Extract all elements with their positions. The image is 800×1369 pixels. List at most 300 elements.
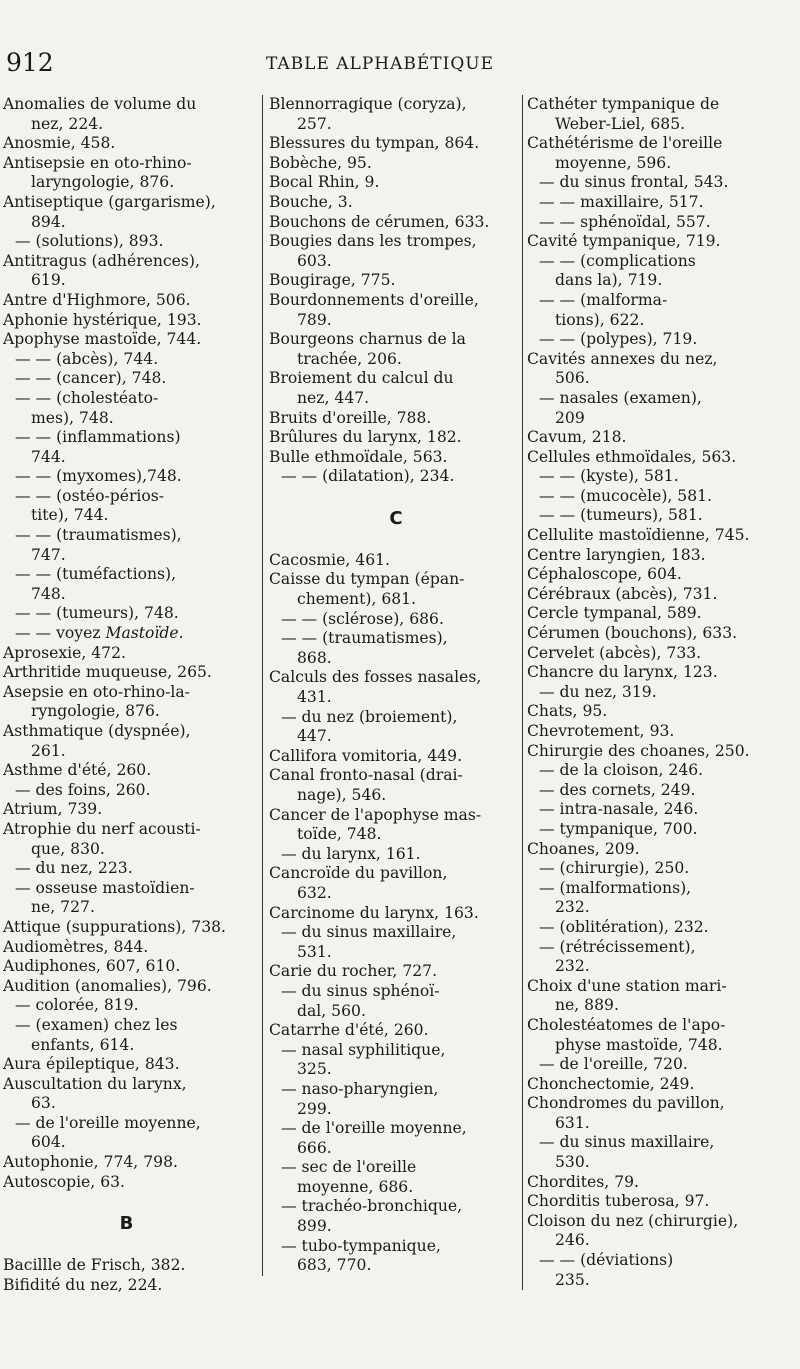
index-entry: [527, 644, 800, 664]
index-subentry: [3, 1114, 250, 1153]
index-subentry: [269, 1119, 523, 1158]
index-subentry: [527, 683, 800, 703]
entry-line: — — (myxomes),748.: [15, 467, 182, 486]
index-subentry: [269, 923, 523, 962]
entry-line: Caisse du tympan (épan-: [269, 570, 465, 589]
entry-line: — — (cancer), 748.: [15, 369, 167, 388]
index-subentry: [269, 982, 523, 1021]
index-entry: [527, 585, 800, 605]
entry-line: que, 830.: [31, 839, 105, 858]
entry-line: Calculs des fosses nasales,: [269, 668, 482, 687]
entry-line: — colorée, 819.: [15, 996, 139, 1015]
entry-line: Anomalies de volume du: [3, 95, 197, 113]
index-subentry: [269, 1041, 523, 1080]
entry-line: 530.: [555, 1153, 590, 1172]
entry-line: 506.: [555, 369, 590, 388]
entry-line: Antiseptique (gargarisme),: [3, 192, 216, 211]
entry-line: — — (tumeurs), 748.: [15, 604, 179, 623]
entry-line: dans la), 719.: [555, 271, 663, 290]
entry-line: Cloison du nez (chirurgie),: [527, 1211, 739, 1230]
entry-line: — du larynx, 161.: [281, 844, 421, 863]
entry-line: 299.: [297, 1099, 332, 1118]
entry-line: Cancroïde du pavillon,: [269, 864, 448, 883]
index-subentry: [527, 252, 800, 291]
entry-line: — — (ostéo-périos-: [15, 486, 165, 505]
entry-line: Bourdonnements d'oreille,: [269, 290, 479, 309]
entry-line: Chevrotement, 93.: [527, 722, 675, 740]
entry-line: — — (mucocèle), 581.: [539, 486, 713, 505]
index-entry: [3, 1075, 250, 1114]
index-entry: [269, 134, 523, 154]
entry-line: — — (malforma-: [539, 290, 668, 309]
entry-line: Chats, 95.: [527, 702, 608, 721]
index-entry: [527, 232, 800, 252]
entry-line: Bougies dans les trompes,: [269, 232, 477, 251]
entry-line: — — (complications: [539, 251, 696, 270]
entry-line: Cérumen (bouchons), 633.: [527, 624, 738, 643]
entry-line: — de l'oreille moyenne,: [15, 1113, 201, 1132]
entry-line: 447.: [297, 727, 332, 746]
index-subentry: [527, 389, 800, 428]
entry-line: trachée, 206.: [297, 349, 402, 368]
index-entry: [527, 546, 800, 566]
entry-line: — — (cholestéato-: [15, 388, 159, 407]
index-subentry: [3, 428, 250, 467]
index-subentry: [269, 1197, 523, 1236]
entry-line: Asthmatique (dyspnée),: [3, 722, 191, 740]
entry-line: 747.: [31, 545, 66, 564]
entry-line: — — (sclérose), 686.: [281, 609, 444, 628]
entry-line: 604.: [31, 1133, 66, 1152]
index-entry: [269, 766, 523, 805]
entry-line: 235.: [555, 1270, 590, 1289]
index-entry: [3, 1256, 250, 1276]
entry-line: 899.: [297, 1217, 332, 1236]
entry-line: 666.: [297, 1138, 332, 1157]
entry-line: — — (tumeurs), 581.: [539, 506, 703, 525]
index-entry: [3, 330, 250, 350]
entry-line: 632.: [297, 883, 332, 902]
entry-line: 619.: [31, 271, 66, 290]
index-subentry: [3, 350, 250, 370]
index-entry: [269, 154, 523, 174]
entry-line: Audition (anomalies), 796.: [3, 976, 212, 995]
entry-line: nez, 447.: [297, 388, 370, 407]
entry-line: — du sinus sphénoï-: [281, 981, 440, 1000]
index-subentry: [527, 291, 800, 330]
index-entry: [3, 1173, 250, 1193]
index-entry: [269, 1021, 523, 1041]
index-entry: [3, 252, 250, 291]
entry-line: Bouchons de cérumen, 633.: [269, 212, 490, 231]
index-entry: [3, 134, 250, 154]
section-letter: B: [119, 1213, 134, 1235]
index-entry: [3, 683, 250, 722]
index-entry: [269, 271, 523, 291]
index-entry: [3, 722, 250, 761]
entry-line: Bacillle de Frisch, 382.: [3, 1256, 186, 1275]
entry-line: physe mastoïde, 748.: [555, 1035, 723, 1054]
entry-line: ne, 889.: [555, 996, 619, 1015]
entry-line: — (rétrécissement),: [539, 937, 696, 956]
index-entry: [269, 232, 523, 271]
entry-line: Cavité tympanique, 719.: [527, 232, 721, 251]
index-subentry: [527, 1055, 800, 1075]
entry-line: — — voyez Mastoïde.: [15, 624, 184, 643]
entry-line: Bobèche, 95.: [269, 153, 372, 172]
index-subentry: [269, 610, 523, 630]
entry-line: — de la cloison, 246.: [539, 761, 704, 780]
index-entry: [3, 957, 250, 977]
entry-line: Weber-Liel, 685.: [555, 114, 686, 133]
entry-line: Apophyse mastoïde, 744.: [3, 330, 202, 349]
index-subentry: [527, 859, 800, 879]
entry-line: ryngologie, 876.: [31, 702, 160, 721]
index-entry: [3, 800, 250, 820]
index-entry: [269, 213, 523, 233]
index-entry: [527, 428, 800, 448]
entry-line: Bocal Rhin, 9.: [269, 173, 380, 192]
entry-line: Chorditis tuberosa, 97.: [527, 1192, 710, 1211]
index-subentry: [269, 845, 523, 865]
index-column-2: [262, 95, 523, 1276]
index-entry: [3, 644, 250, 664]
index-entry: [527, 1016, 800, 1055]
index-entry: [3, 291, 250, 311]
entry-line: Atrium, 739.: [3, 800, 103, 819]
index-entry: [269, 962, 523, 982]
entry-line: Cervelet (abcès), 733.: [527, 643, 702, 662]
entry-line: 683, 770.: [297, 1256, 372, 1275]
running-title: TABLE ALPHABÉTIQUE: [265, 54, 495, 74]
index-subentry: [3, 624, 250, 644]
entry-line: — (oblitération), 232.: [539, 917, 709, 936]
entry-line: Chordites, 79.: [527, 1172, 639, 1191]
entry-line: 894.: [31, 212, 66, 231]
entry-line: Anosmie, 458.: [3, 134, 116, 153]
entry-line: Carcinome du larynx, 163.: [269, 903, 479, 922]
entry-line: Choanes, 209.: [527, 839, 640, 858]
entry-line: Cancer de l'apophyse mas-: [269, 805, 482, 824]
entry-line: Cérébraux (abcès), 731.: [527, 584, 718, 603]
index-subentry: [3, 467, 250, 487]
entry-line: Cellules ethmoïdales, 563.: [527, 447, 737, 466]
index-entry: [527, 1173, 800, 1193]
entry-line: — — (abcès), 744.: [15, 349, 159, 368]
entry-line: dal, 560.: [297, 1001, 366, 1020]
index-entry: [269, 409, 523, 429]
entry-line: — (chirurgie), 250.: [539, 859, 690, 878]
index-entry: [269, 570, 523, 609]
entry-line: Cathétérisme de l'oreille: [527, 134, 723, 153]
entry-line: Aura épileptique, 843.: [3, 1055, 180, 1074]
index-subentry: [527, 918, 800, 938]
index-entry: [527, 977, 800, 1016]
entry-line: ne, 727.: [31, 898, 95, 917]
entry-line: 257.: [297, 114, 332, 133]
index-entry: [269, 330, 523, 369]
entry-line: Antre d'Highmore, 506.: [3, 290, 191, 309]
entry-line: — — maxillaire, 517.: [539, 192, 704, 211]
page-number: 912: [6, 48, 54, 77]
index-entry: [269, 551, 523, 571]
index-subentry: [269, 1080, 523, 1119]
index-entry: [527, 350, 800, 389]
entry-line: Cathéter tympanique de: [527, 95, 720, 113]
index-entry: [3, 938, 250, 958]
entry-line: — nasales (examen),: [539, 388, 702, 407]
index-entry: [3, 311, 250, 331]
entry-line: Cavités annexes du nez,: [527, 349, 718, 368]
entry-line: 631.: [555, 1113, 590, 1132]
index-subentry: [3, 1016, 250, 1055]
entry-line: — des cornets, 249.: [539, 780, 696, 799]
index-subentry: [3, 879, 250, 918]
index-entry: [3, 95, 250, 134]
entry-line: Chancre du larynx, 123.: [527, 663, 718, 682]
entry-line: 246.: [555, 1231, 590, 1250]
entry-line: — — (traumatismes),: [281, 629, 448, 648]
index-entry: [3, 918, 250, 938]
entry-line: Céphaloscope, 604.: [527, 565, 682, 584]
entry-line: — du nez, 223.: [15, 859, 133, 878]
index-subentry: [3, 487, 250, 526]
index-subentry: [527, 781, 800, 801]
index-subentry: [527, 467, 800, 487]
entry-line: Arthritide muqueuse, 265.: [3, 663, 212, 682]
entry-line: nage), 546.: [297, 786, 387, 804]
entry-line: Choix d'une station mari-: [527, 976, 727, 995]
entry-line: Blessures du tympan, 864.: [269, 134, 480, 153]
entry-line: Cholestéatomes de l'apo-: [527, 1015, 726, 1034]
index-entry: [269, 448, 523, 468]
index-subentry: [527, 213, 800, 233]
entry-line: Brûlures du larynx, 182.: [269, 428, 462, 447]
entry-line: Audiomètres, 844.: [3, 937, 149, 956]
index-entry: [3, 193, 250, 232]
entry-line: tions), 622.: [555, 310, 645, 329]
entry-line: — des foins, 260.: [15, 780, 151, 799]
index-entry: [527, 604, 800, 624]
index-column-1: [3, 95, 250, 1295]
entry-line: — tubo-tympanique,: [281, 1236, 441, 1255]
entry-line: Aphonie hystérique, 193.: [3, 310, 202, 329]
index-entry: [269, 173, 523, 193]
entry-line: — — (polypes), 719.: [539, 330, 698, 349]
entry-line: Bourgeons charnus de la: [269, 330, 466, 349]
index-subentry: [269, 1158, 523, 1197]
entry-line: Autophonie, 774, 798.: [3, 1153, 178, 1172]
index-entry: [3, 154, 250, 193]
index-subentry: [527, 820, 800, 840]
index-entry: [3, 761, 250, 781]
entry-line: 603.: [297, 251, 332, 270]
entry-line: Centre laryngien, 183.: [527, 545, 706, 564]
entry-line: — de l'oreille moyenne,: [281, 1119, 467, 1138]
entry-line: Atrophie du nerf acousti-: [3, 819, 201, 838]
index-subentry: [3, 996, 250, 1016]
entry-line: — nasal syphilitique,: [281, 1040, 446, 1059]
entry-line: Broiement du calcul du: [269, 369, 454, 388]
entry-line: 744.: [31, 447, 66, 466]
index-entry: [269, 291, 523, 330]
entry-line: Blennorragique (coryza),: [269, 95, 467, 113]
entry-line: — (examen) chez les: [15, 1015, 178, 1034]
entry-line: Audiphones, 607, 610.: [3, 957, 181, 976]
entry-line: — — (déviations): [539, 1251, 674, 1270]
entry-line: 63.: [31, 1094, 56, 1113]
entry-line: Callifora vomitoria, 449.: [269, 746, 463, 765]
index-subentry: [527, 193, 800, 213]
entry-line: Auscultation du larynx,: [3, 1074, 187, 1093]
index-subentry: [527, 938, 800, 977]
page-header: [0, 48, 800, 88]
index-entry: [3, 820, 250, 859]
index-entry: [269, 806, 523, 845]
entry-line: Antitragus (adhérences),: [3, 251, 200, 270]
entry-line: Cellulite mastoïdienne, 745.: [527, 526, 750, 545]
index-entry: [527, 663, 800, 683]
entry-line: 209: [555, 408, 585, 427]
entry-line: Canal fronto-nasal (drai-: [269, 766, 463, 785]
index-subentry: [3, 526, 250, 565]
entry-line: — (malformations),: [539, 878, 692, 897]
entry-line: moyenne, 596.: [555, 153, 672, 172]
index-entry: [269, 428, 523, 448]
entry-line: Antisepsie en oto-rhino-: [3, 153, 192, 172]
index-entry: [3, 977, 250, 997]
entry-line: Chirurgie des choanes, 250.: [527, 741, 750, 760]
index-subentry: [527, 1133, 800, 1172]
index-entry: [527, 1192, 800, 1212]
index-entry: [527, 1094, 800, 1133]
index-subentry: [527, 506, 800, 526]
entry-line: tite), 744.: [31, 506, 109, 525]
entry-line: 431.: [297, 688, 332, 707]
index-entry: [269, 668, 523, 707]
index-entry: [3, 1055, 250, 1075]
entry-line: — (solutions), 893.: [15, 232, 164, 251]
entry-line: Cavum, 218.: [527, 428, 627, 447]
entry-line: nez, 224.: [31, 114, 104, 133]
entry-line: 531.: [297, 942, 332, 961]
entry-line: — trachéo-bronchique,: [281, 1197, 463, 1216]
index-entry: [527, 1075, 800, 1095]
entry-line: mes), 748.: [31, 408, 114, 427]
index-entry: [269, 864, 523, 903]
entry-line: moyenne, 686.: [297, 1177, 414, 1196]
entry-line: — — (tuméfactions),: [15, 565, 177, 584]
index-subentry: [527, 879, 800, 918]
entry-line: — osseuse mastoïdien-: [15, 878, 195, 897]
entry-line: Aprosexie, 472.: [3, 643, 126, 662]
index-entry: [269, 904, 523, 924]
entry-line: — du sinus maxillaire,: [539, 1133, 715, 1152]
entry-line: — — (dilatation), 234.: [281, 467, 455, 486]
entry-line: Cacosmie, 461.: [269, 550, 390, 569]
entry-line: — du sinus frontal, 543.: [539, 173, 729, 192]
index-entry: [527, 722, 800, 742]
entry-line: Cercle tympanal, 589.: [527, 604, 702, 623]
entry-line: 232.: [555, 957, 590, 976]
entry-line: 789.: [297, 310, 332, 329]
index-entry: [269, 95, 523, 134]
entry-line: — — (inflammations): [15, 428, 181, 447]
index-entry: [527, 95, 800, 134]
entry-line: Asepsie en oto-rhino-la-: [3, 682, 190, 701]
index-subentry: [3, 859, 250, 879]
index-subentry: [3, 369, 250, 389]
index-subentry: [269, 629, 523, 668]
index-subentry: [527, 761, 800, 781]
entry-line: — — (kyste), 581.: [539, 467, 679, 486]
index-subentry: [527, 173, 800, 193]
index-entry: [527, 840, 800, 860]
index-subentry: [3, 232, 250, 252]
section-letter: C: [389, 507, 403, 529]
index-entry: [527, 526, 800, 546]
entry-line: 868.: [297, 648, 332, 667]
index-entry: [269, 193, 523, 213]
index-subentry: [527, 1251, 800, 1290]
index-entry: [527, 1212, 800, 1251]
entry-line: Chonchectomie, 249.: [527, 1074, 695, 1093]
entry-line: Chondromes du pavillon,: [527, 1094, 725, 1113]
entry-line: Bruits d'oreille, 788.: [269, 408, 432, 427]
index-subentry: [527, 800, 800, 820]
entry-line: 232.: [555, 898, 590, 917]
entry-line: — intra-nasale, 246.: [539, 800, 699, 819]
index-entry: [3, 1153, 250, 1173]
entry-line: chement), 681.: [297, 590, 417, 609]
index-entry: [527, 702, 800, 722]
index-subentry: [269, 708, 523, 747]
entry-line: Bulle ethmoïdale, 563.: [269, 447, 448, 466]
entry-line: 748.: [31, 584, 66, 603]
entry-line: enfants, 614.: [31, 1035, 135, 1054]
entry-line: Carie du rocher, 727.: [269, 962, 438, 981]
entry-line: — du sinus maxillaire,: [281, 923, 457, 942]
entry-line: Catarrhe d'été, 260.: [269, 1021, 429, 1040]
index-entry: [3, 663, 250, 683]
entry-line: toïde, 748.: [297, 825, 382, 844]
index-entry: [527, 565, 800, 585]
entry-line: — du nez, 319.: [539, 682, 657, 701]
index-entry: [3, 1276, 250, 1296]
index-subentry: [3, 781, 250, 801]
index-subentry: [3, 389, 250, 428]
entry-line: — tympanique, 700.: [539, 819, 698, 838]
entry-line: — naso-pharyngien,: [281, 1079, 439, 1098]
entry-line: Autoscopie, 63.: [3, 1172, 125, 1191]
index-subentry: [527, 330, 800, 350]
index-subentry: [3, 604, 250, 624]
index-entry: [269, 369, 523, 408]
entry-line: 325.: [297, 1060, 332, 1079]
index-subentry: [527, 487, 800, 507]
entry-line: 261.: [31, 741, 66, 760]
entry-line: Bifidité du nez, 224.: [3, 1275, 163, 1294]
entry-line: — du nez (broiement),: [281, 707, 458, 726]
index-entry: [527, 448, 800, 468]
index-entry: [527, 134, 800, 173]
entry-line: — — (traumatismes),: [15, 526, 182, 545]
index-subentry: [3, 565, 250, 604]
index-subentry: [269, 467, 523, 487]
entry-line: Asthme d'été, 260.: [3, 761, 152, 780]
index-column-3: [522, 95, 800, 1290]
entry-line: Attique (suppurations), 738.: [3, 917, 227, 936]
